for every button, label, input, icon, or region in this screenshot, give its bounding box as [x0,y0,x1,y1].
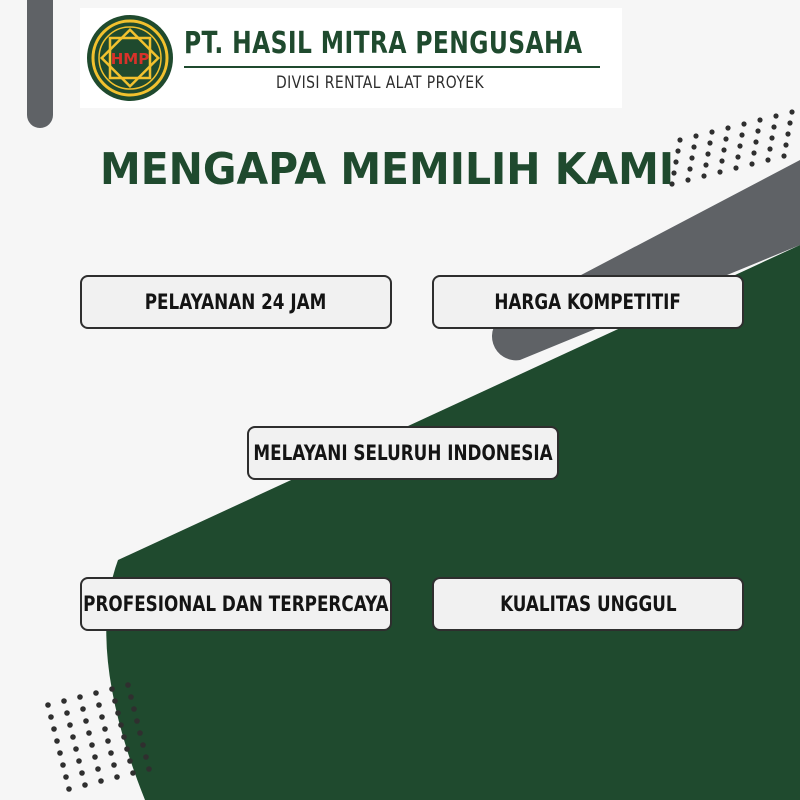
decor-dot [703,162,708,167]
decor-dot [128,694,134,700]
decor-dot [130,770,136,776]
gray-vertical-bar [27,0,53,128]
decor-dot [707,140,712,145]
decor-dot [769,135,774,140]
decor-dot [70,734,76,740]
company-division: DIVISI RENTAL ALAT PROYEK [276,73,485,93]
decor-dot [721,147,726,152]
decor-dot [51,726,57,732]
reason-badge-competitive-price [432,275,744,329]
decor-dot [781,153,786,158]
decor-dot [102,726,108,732]
decor-dot [121,734,127,740]
decor-dot [749,161,754,166]
decor-dot [67,722,73,728]
decor-dot [83,718,89,724]
decor-dot [118,722,124,728]
decor-dot [789,109,794,114]
decor-dot [127,758,133,764]
reason-label: HARGA KOMPETITIF [494,290,682,314]
reason-label: KUALITAS UNGGUL [499,592,677,616]
reason-badge-24h-service [80,275,392,329]
decor-dot [709,129,714,134]
decor-dot [143,754,149,760]
reason-badge-quality [432,577,744,631]
reason-label: PROFESIONAL DAN TERPERCAYA [83,592,389,616]
decor-dot [131,706,137,712]
decor-dot [757,117,762,122]
decor-dot [753,139,758,144]
decor-dot [735,154,740,159]
decor-dot [733,165,738,170]
decor-dot [112,698,118,704]
reason-label: PELAYANAN 24 JAM [145,290,327,314]
decor-dot [739,132,744,137]
company-logo-badge [86,14,174,102]
decor-dot [693,133,698,138]
decor-dot [719,158,724,163]
decor-dot [773,113,778,118]
decor-dot [783,142,788,147]
decor-dot [124,746,130,752]
decor-dot [109,686,115,692]
decor-dot [701,173,706,178]
decor-dot [82,782,88,788]
decor-dot [57,750,63,756]
decor-dot [60,762,66,768]
decor-dot [89,742,95,748]
decor-dot [785,131,790,136]
decor-dot [741,121,746,126]
decor-dot [80,706,86,712]
decor-dot [134,718,140,724]
decor-dot [737,143,742,148]
decor-dot [140,742,146,748]
decor-dot [99,714,105,720]
decor-dot [114,774,120,780]
decor-dot [105,738,111,744]
company-header [80,8,622,108]
decor-dot [48,714,54,720]
header-divider [184,66,600,68]
decor-dot [111,762,117,768]
decor-dot [64,710,70,716]
decor-dot [73,746,79,752]
decor-dot [717,169,722,174]
decor-dot [86,730,92,736]
decor-dot [77,694,83,700]
decor-dot [93,690,99,696]
reason-label: MELAYANI SELURUH INDONESIA [253,441,553,465]
decor-dot [115,710,121,716]
logo-text: HMP [110,50,150,68]
decor-dot [92,754,98,760]
decor-dot [787,120,792,125]
decor-dot [725,125,730,130]
decor-dot [765,157,770,162]
decor-dot [146,766,152,772]
company-name: PT. HASIL MITRA PENGUSAHA [184,26,583,61]
decor-dot [95,766,101,772]
headline: MENGAPA MEMILIH KAMI [100,144,675,195]
decor-dot [63,774,69,780]
decor-dot [76,758,82,764]
decor-dot [771,124,776,129]
reason-badge-professional [80,577,392,631]
decor-dot [54,738,60,744]
decor-dot [108,750,114,756]
decor-dot [137,730,143,736]
decor-dot [79,770,85,776]
decor-dot [45,702,51,708]
decor-dot [61,698,67,704]
decor-dot [98,778,104,784]
decor-dot [767,146,772,151]
decor-dot [751,150,756,155]
reason-badge-nationwide [247,426,559,480]
decor-dot [96,702,102,708]
decor-dot [705,151,710,156]
decor-dot [125,682,131,688]
decor-dot [723,136,728,141]
decor-dot [755,128,760,133]
decor-dot [66,786,72,792]
